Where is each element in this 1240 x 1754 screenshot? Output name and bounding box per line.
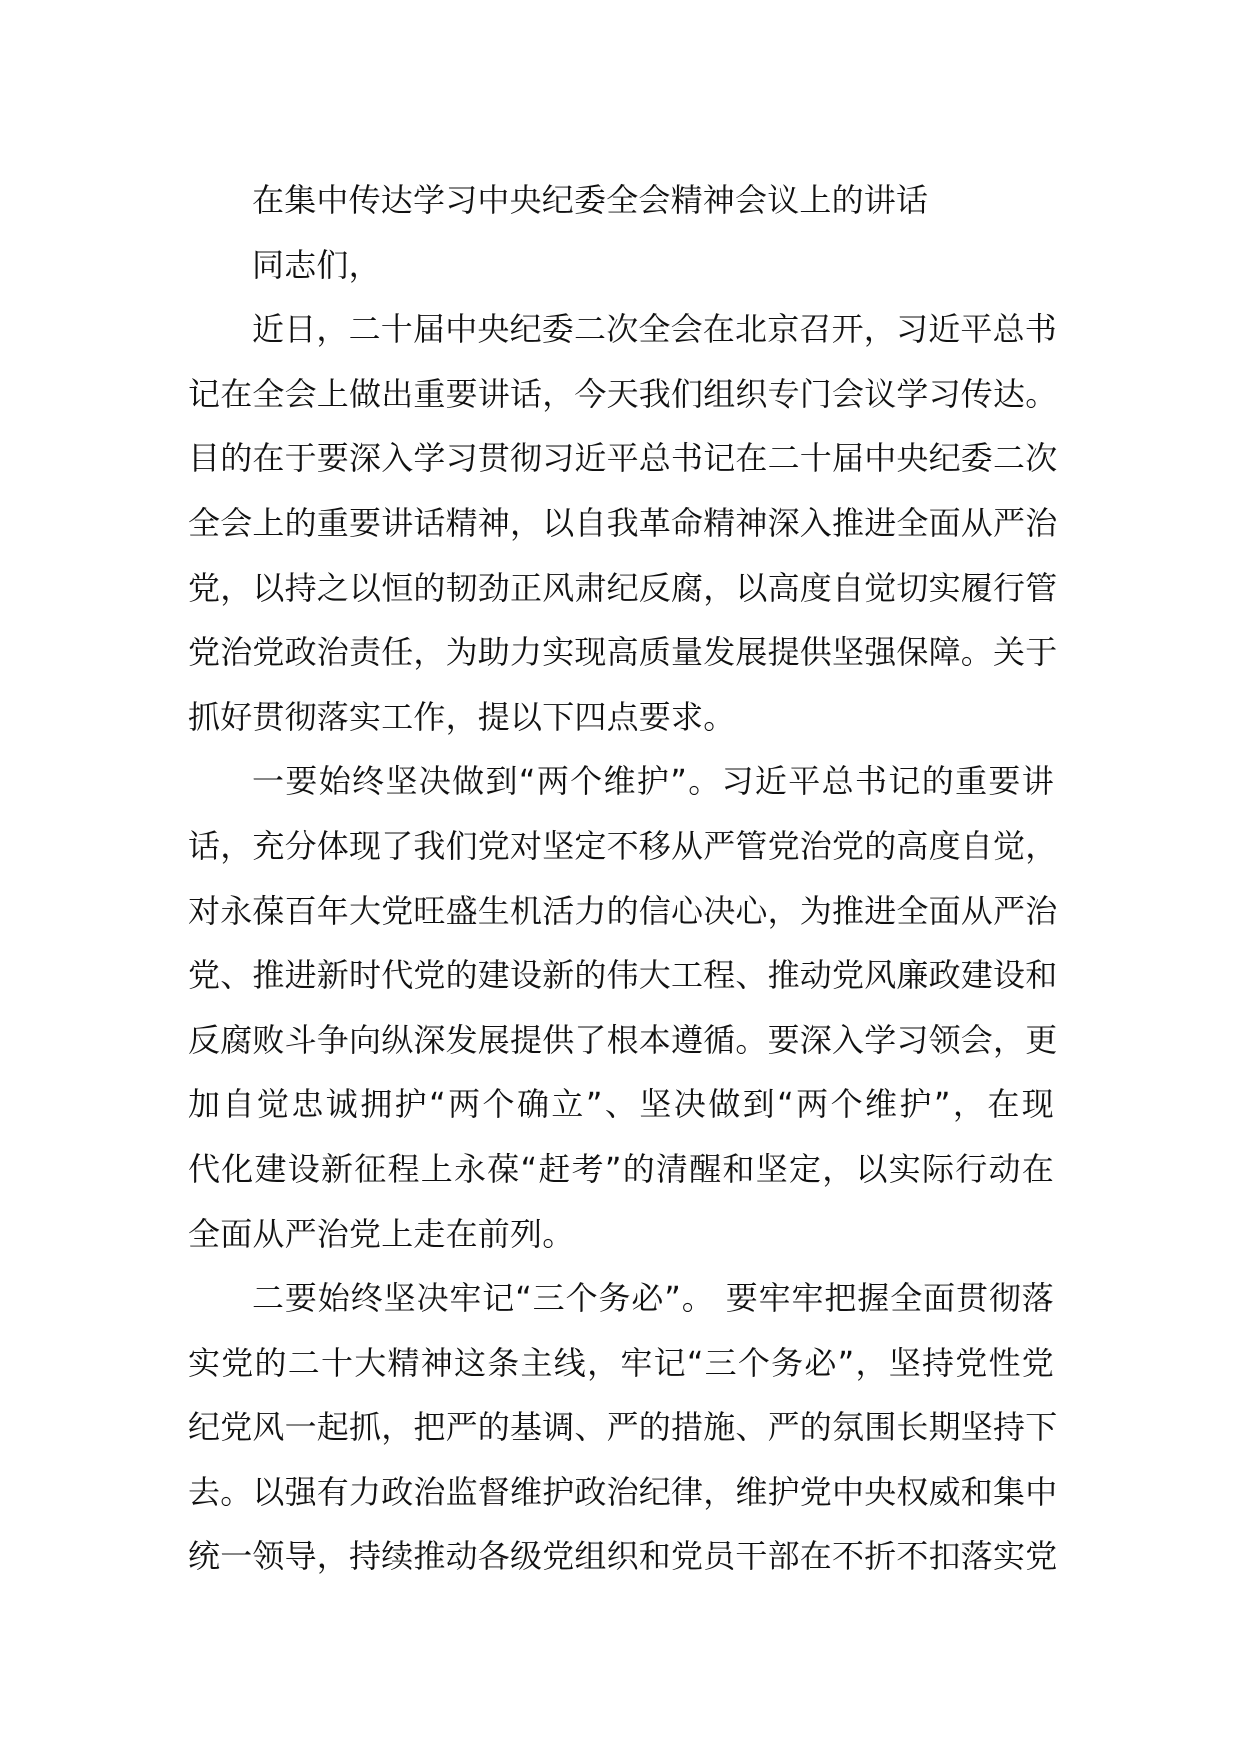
paragraph-line: 全面从严治党上走在前列。	[188, 1214, 575, 1253]
document-title: 在集中传达学习中央纪委全会精神会议上的讲话	[252, 181, 929, 219]
paragraph-line: 实党的二十大精神这条主线，牢记“三个务必”，坚持党性党	[188, 1343, 1054, 1382]
paragraph-line: 全会上的重要讲话精神，以自我革命精神深入推进全面从严治	[188, 503, 1058, 542]
paragraph-line: 代化建设新征程上永葆“赶考”的清醒和坚定，以实际行动在	[188, 1149, 1054, 1188]
paragraph-line: 二要始终坚决牢记“三个务必”。 要牢牢把握全面贯彻落	[252, 1279, 1054, 1318]
paragraph-line: 近日，二十届中央纪委二次全会在北京召开，习近平总书	[252, 310, 1058, 349]
paragraph-line: 党治党政治责任，为助力实现高质量发展提供坚强保障。关于	[188, 633, 1058, 672]
paragraph-line: 加自觉忠诚拥护“两个确立”、坚决做到“两个维护”，在现	[188, 1085, 1054, 1124]
document-body	[188, 168, 1058, 1589]
paragraph-line: 抓好贯彻落实工作，提以下四点要求。	[188, 697, 736, 736]
paragraph-line: 去。以强有力政治监督维护政治纪律，维护党中央权威和集中	[188, 1472, 1058, 1511]
paragraph-line: 纪党风一起抓，把严的基调、严的措施、严的氛围长期坚持下	[188, 1408, 1058, 1447]
paragraph-line: 话，充分体现了我们党对坚定不移从严管党治党的高度自觉，	[188, 826, 1058, 865]
paragraph-2	[188, 749, 1058, 1266]
paragraph-1	[188, 297, 1058, 749]
paragraph-line: 一要始终坚决做到“两个维护”。习近平总书记的重要讲	[252, 762, 1054, 801]
paragraph-line: 党、推进新时代党的建设新的伟大工程、推动党风廉政建设和	[188, 956, 1058, 995]
paragraph-line: 记在全会上做出重要讲话，今天我们组织专门会议学习传达。	[188, 374, 1058, 413]
paragraph-line: 党，以持之以恒的韧劲正风肃纪反腐，以高度自觉切实履行管	[188, 568, 1058, 607]
paragraph-3	[188, 1266, 1058, 1589]
paragraph-line: 统一领导，持续推动各级党组织和党员干部在不折不扣落实党	[188, 1537, 1058, 1576]
paragraph-line: 对永葆百年大党旺盛生机活力的信心决心，为推进全面从严治	[188, 891, 1058, 930]
paragraph-line: 目的在于要深入学习贯彻习近平总书记在二十届中央纪委二次	[188, 439, 1058, 478]
salutation: 同志们，	[252, 245, 381, 284]
paragraph-line: 反腐败斗争向纵深发展提供了根本遵循。要深入学习领会，更	[188, 1020, 1058, 1059]
